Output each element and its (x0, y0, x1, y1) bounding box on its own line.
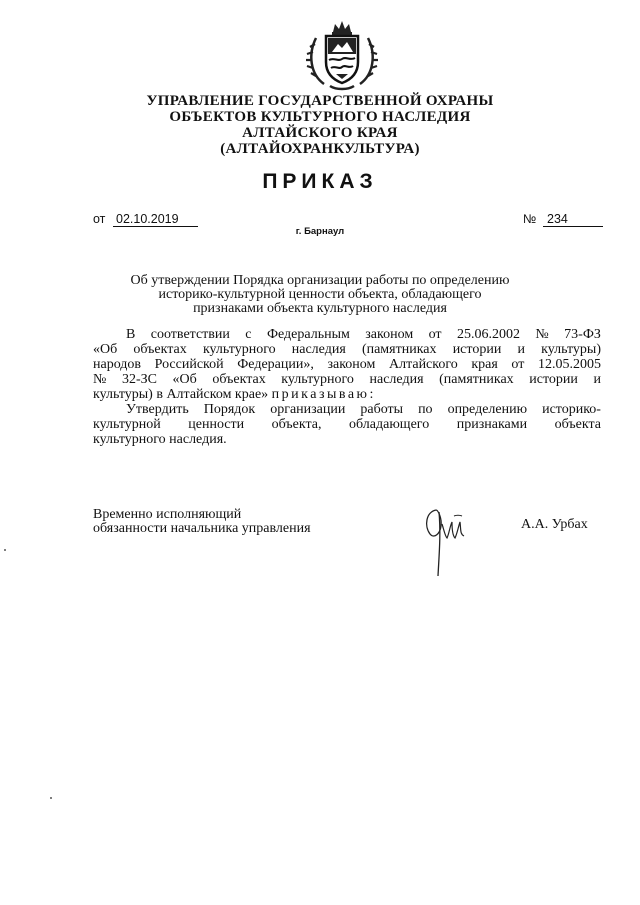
body-word: объектах (212, 372, 266, 387)
body-word: (памятниках (361, 342, 437, 357)
body-word: культурного (281, 372, 354, 387)
body-word: № (535, 327, 549, 342)
document-body (93, 327, 601, 447)
document-number: 234 (543, 212, 603, 227)
body-line (93, 417, 601, 432)
altai-krai-coat-of-arms-icon (302, 16, 382, 96)
body-word: с (245, 327, 252, 342)
body-word: законом (327, 357, 376, 372)
body-word: по (418, 402, 433, 417)
body-word: культуры) (541, 342, 601, 357)
body-word: «Об (93, 342, 118, 357)
body-word: Российской (154, 357, 224, 372)
body-word: организации (270, 402, 346, 417)
body-text: культуры) в Алтайском крае» (93, 387, 269, 402)
body-word: 25.06.2002 (456, 327, 520, 342)
body-word: определению (447, 402, 528, 417)
order-word: приказываю: (271, 387, 376, 402)
city: г. Барнаул (295, 226, 345, 237)
subject-line: признаками объекта культурного наследия (193, 301, 447, 316)
body-word: работы (360, 402, 404, 417)
body-word: В (126, 327, 136, 342)
body-line (93, 372, 601, 387)
body-word: 32-ЗС (121, 372, 157, 387)
subject-line: историко-культурной ценности объекта, обладающего (158, 287, 482, 302)
body-word: Федеральным (266, 327, 350, 342)
document-type: ПРИКАЗ (262, 170, 378, 193)
scan-speck (4, 549, 6, 551)
body-word: наследия (369, 372, 424, 387)
signer-name: А.А. Урбах (521, 517, 588, 532)
body-word: 73-ФЗ (564, 327, 601, 342)
agency-name (130, 93, 510, 157)
agency-line: ОБЪЕКТОВ КУЛЬТУРНОГО НАСЛЕДИЯ (169, 109, 471, 125)
body-word: № (93, 372, 107, 387)
body-line (93, 402, 601, 417)
body-line (93, 357, 601, 372)
subject-line: Об утверждении Порядка организации работы по определению (130, 273, 510, 288)
number-prefix: № (523, 212, 537, 226)
body-word: ценности (188, 417, 245, 432)
body-word: культурной (93, 417, 161, 432)
body-word: народов (93, 357, 142, 372)
date-prefix: от (93, 212, 106, 226)
body-word: края (471, 357, 498, 372)
body-word: от (428, 327, 442, 342)
agency-line: УПРАВЛЕНИЕ ГОСУДАРСТВЕННОЙ ОХРАНЫ (146, 93, 494, 109)
body-line (93, 327, 601, 342)
body-word: Утвердить (126, 402, 189, 417)
agency-line: АЛТАЙСКОГО КРАЯ (242, 125, 398, 141)
agency-line: (АЛТАЙОХРАНКУЛЬТУРА) (220, 141, 420, 157)
body-word: объекта, (271, 417, 322, 432)
body-line (93, 342, 601, 357)
body-word: и (593, 372, 601, 387)
body-word: истории (529, 372, 578, 387)
document-date: 02.10.2019 (113, 212, 198, 227)
body-word: наследия (291, 342, 346, 357)
scan-speck (50, 797, 52, 799)
body-word: и (517, 342, 525, 357)
body-word: «Об (172, 372, 197, 387)
body-word: законом (365, 327, 414, 342)
signer-position (93, 508, 353, 536)
body-word: объектах (133, 342, 187, 357)
body-word: Алтайского (388, 357, 458, 372)
handwritten-signature (420, 504, 470, 580)
position-line: Временно исполняющий (93, 507, 242, 522)
body-word: обладающего (349, 417, 430, 432)
body-word: объекта (554, 417, 601, 432)
body-word: историко- (542, 402, 601, 417)
position-line: обязанности начальника управления (93, 521, 311, 536)
document-subject (100, 274, 540, 316)
body-word: соответствии (150, 327, 230, 342)
body-word: Федерации», (237, 357, 314, 372)
body-text: культурного наследия. (93, 432, 227, 447)
body-word: истории (452, 342, 502, 357)
body-line (93, 432, 601, 447)
body-line (93, 387, 601, 402)
body-word: культурного (202, 342, 276, 357)
body-word: от (511, 357, 525, 372)
body-word: признаками (456, 417, 528, 432)
body-word: Порядок (203, 402, 256, 417)
body-word: (памятниках (439, 372, 514, 387)
body-word: 12.05.2005 (537, 357, 601, 372)
